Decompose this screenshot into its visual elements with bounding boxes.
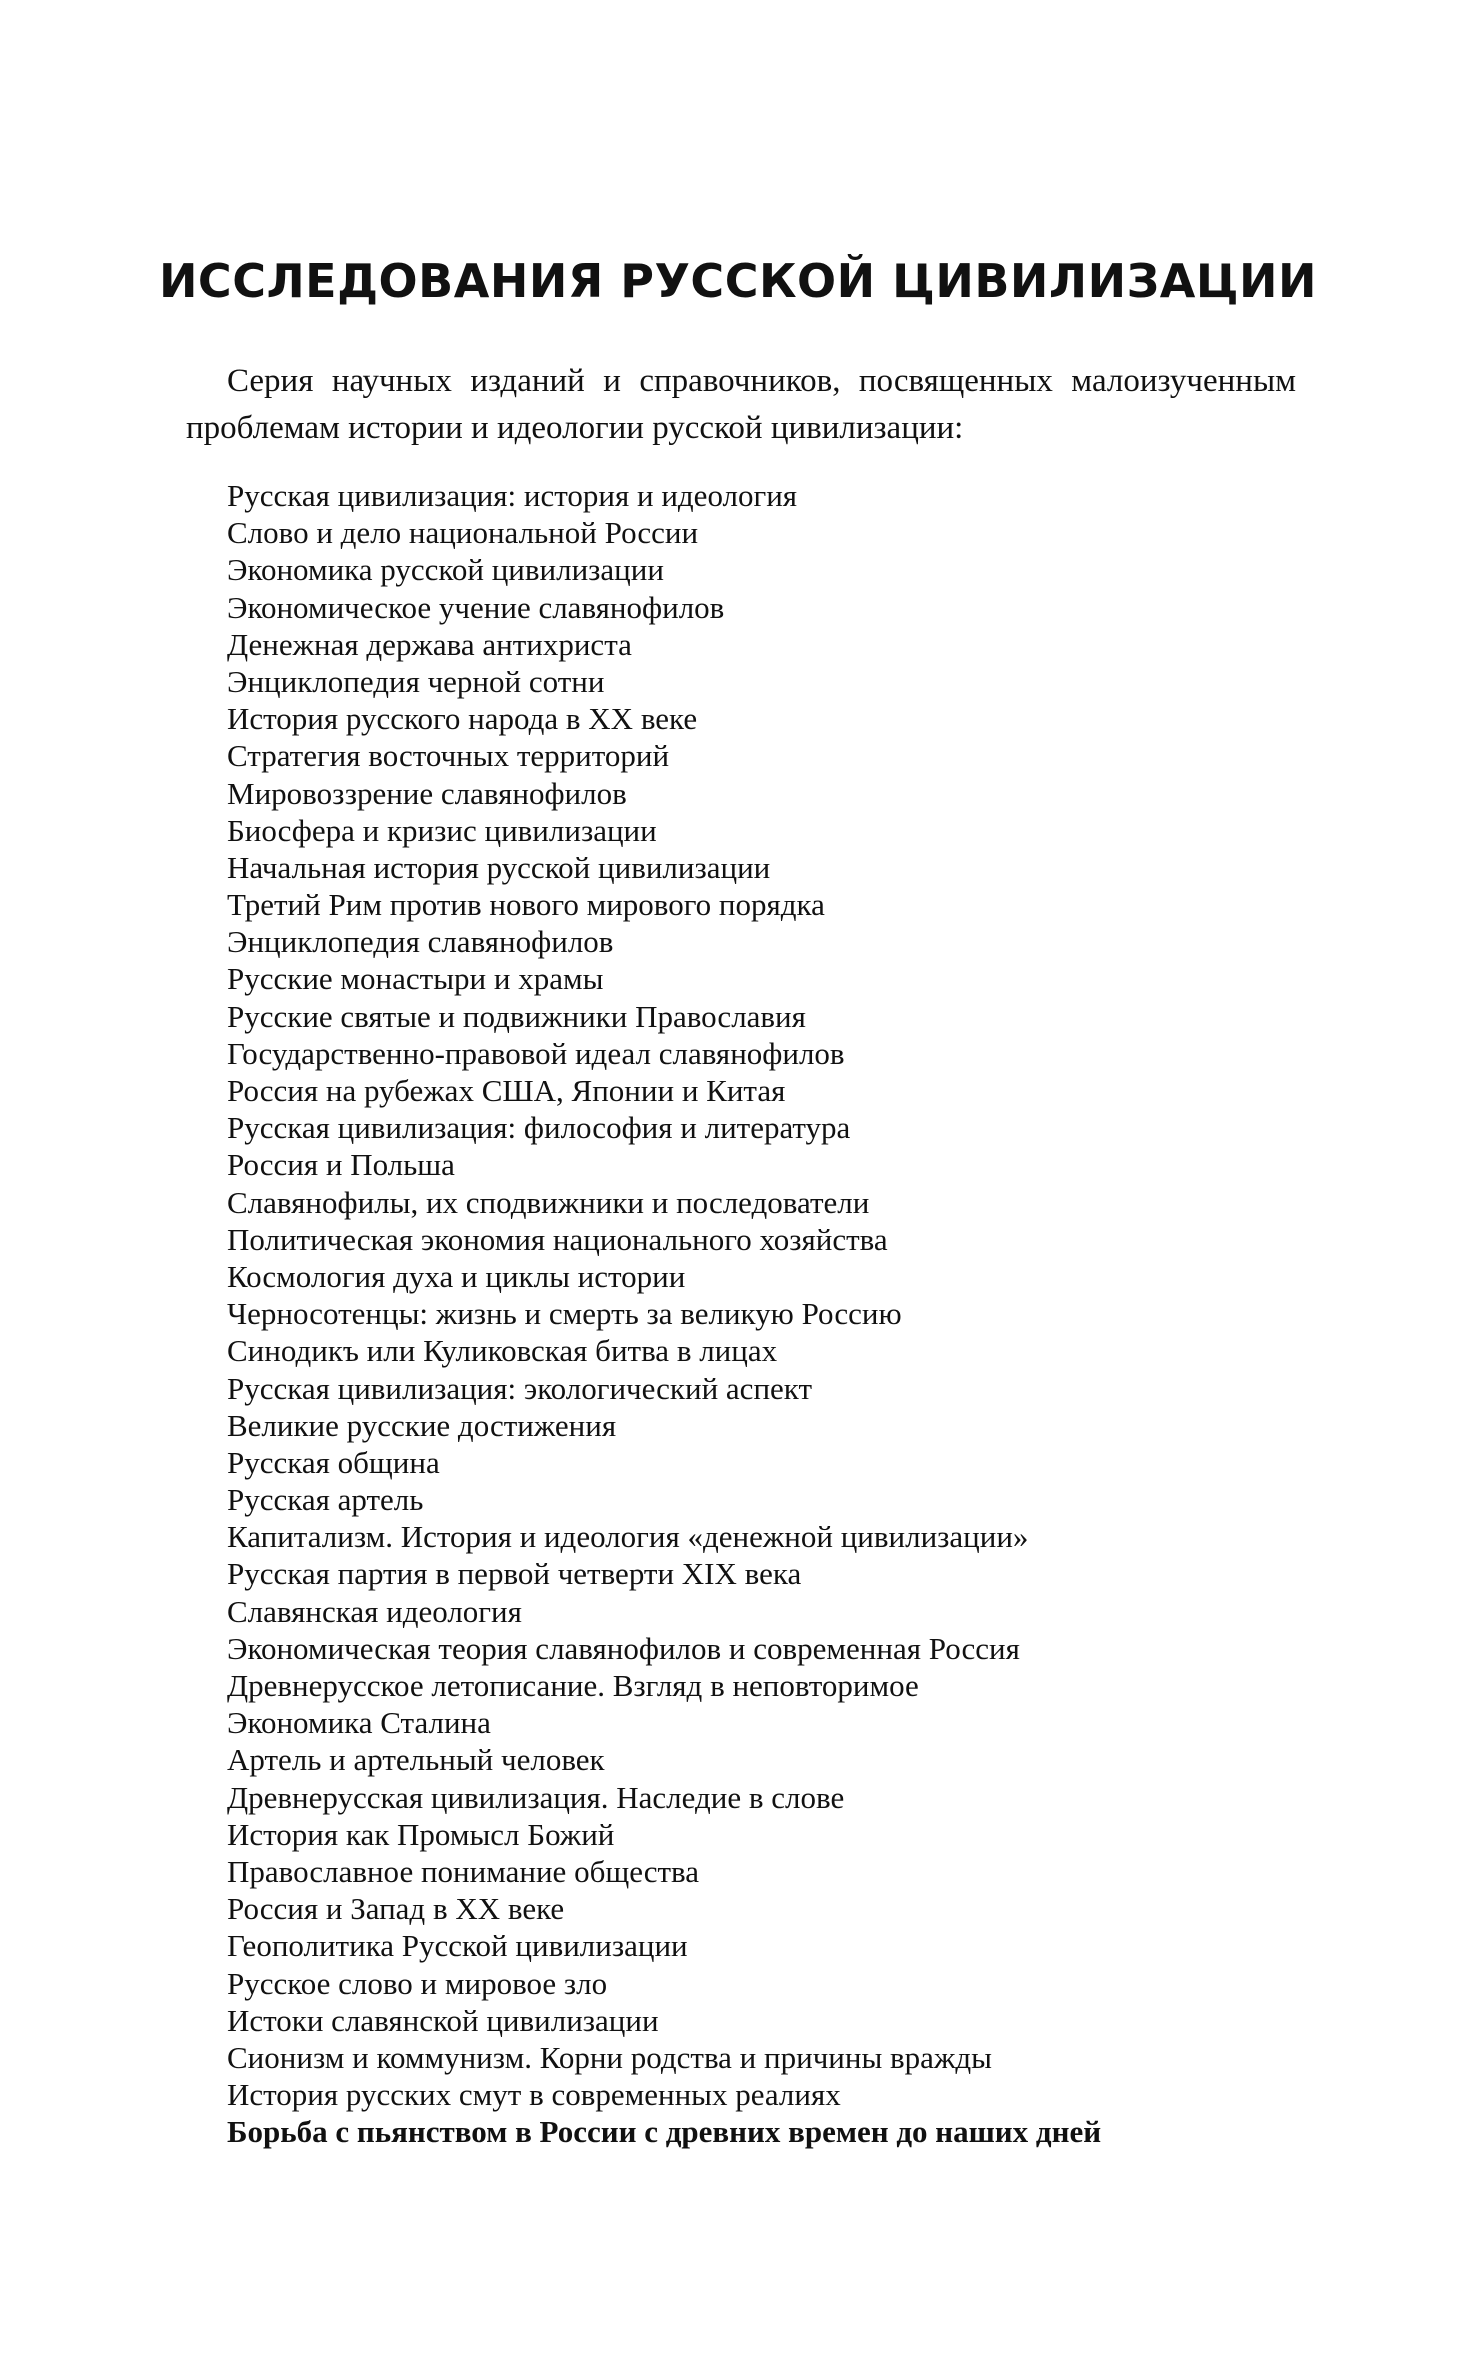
list-item: Синодикъ или Куликовская битва в лицах bbox=[227, 1333, 778, 1369]
list-item: Россия и Польша bbox=[227, 1147, 455, 1183]
list-item: Русская цивилизация: история и идеология bbox=[227, 478, 798, 513]
list-item: Россия на рубежах США, Японии и Китая bbox=[227, 1073, 786, 1108]
list-item: Слово и дело национальной России bbox=[227, 515, 699, 551]
list-item: Денежная держава антихриста bbox=[227, 626, 632, 662]
list-item: Черносотенцы: жизнь и смерть за великую Россию bbox=[227, 1296, 902, 1332]
list-item: Энциклопедия славянофилов bbox=[227, 924, 614, 960]
series-description: Серия научных изданий и справочников, посвященных малоизученным проблемам истории и идеологии русской цивилизации: bbox=[186, 363, 1296, 446]
series-title: ИССЛЕДОВАНИЯ РУССКОЙ ЦИВИЛИЗАЦИИ bbox=[158, 254, 1318, 308]
list-item: Русские монастыри и храмы bbox=[227, 961, 604, 997]
list-item: Славянофилы, их сподвижники и последователи bbox=[227, 1184, 870, 1220]
list-item: Истоки славянской цивилизации bbox=[227, 2002, 659, 2038]
list-item: Экономика русской цивилизации bbox=[227, 552, 664, 588]
list-item: Русская община bbox=[227, 1444, 440, 1480]
list-item: Государственно-правовой идеал славянофилов bbox=[227, 1035, 845, 1071]
list-item: Древнерусская цивилизация. Наследие в слове bbox=[227, 1779, 845, 1815]
list-item: Православное понимание общества bbox=[227, 1853, 700, 1889]
list-item: Русская цивилизация: философия и литература bbox=[227, 1110, 851, 1146]
list-item: Биосфера и кризис цивилизации bbox=[227, 812, 657, 848]
list-item: Россия и Запад в XX веке bbox=[227, 1891, 565, 1927]
list-item: Третий Рим против нового мирового порядка bbox=[227, 887, 825, 923]
list-item: Политическая экономия национального хозяйства bbox=[227, 1221, 888, 1257]
list-item: Древнерусское летописание. Взгляд в неповторимое bbox=[227, 1668, 919, 1703]
list-item: Экономическое учение славянофилов bbox=[227, 589, 725, 625]
list-item: Капитализм. История и идеология «денежной цивилизации» bbox=[227, 1519, 1029, 1555]
list-item: Геополитика Русской цивилизации bbox=[227, 1928, 688, 1964]
list-item: Стратегия восточных территорий bbox=[227, 738, 670, 774]
list-item: Русская артель bbox=[227, 1482, 424, 1518]
titles-list bbox=[227, 477, 1327, 2150]
list-item: Славянская идеология bbox=[227, 1593, 522, 1629]
list-item: Русская партия в первой четверти XIX века bbox=[227, 1556, 802, 1592]
list-item: Русская цивилизация: экологический аспект bbox=[227, 1370, 812, 1406]
list-item: История русского народа в XX веке bbox=[227, 701, 698, 737]
list-item: История как Промысл Божий bbox=[227, 1816, 615, 1852]
list-item: Артель и артельный человек bbox=[227, 1742, 605, 1778]
list-item: Космология духа и циклы истории bbox=[227, 1258, 686, 1294]
list-item: Русское слово и мировое зло bbox=[227, 1965, 608, 2001]
highlighted-list-item: Борьба с пьянством в России с древних времен до наших дней bbox=[227, 2114, 1102, 2150]
list-item: Русские святые и подвижники Православия bbox=[227, 998, 806, 1034]
list-item: Сионизм и коммунизм. Корни родства и причины вражды bbox=[227, 2039, 992, 2075]
list-item: Великие русские достижения bbox=[227, 1407, 617, 1443]
list-item: Начальная история русской цивилизации bbox=[227, 849, 771, 885]
list-item: Экономическая теория славянофилов и современная Россия bbox=[227, 1630, 1020, 1666]
list-item: Экономика Сталина bbox=[227, 1705, 491, 1741]
list-item: История русских смут в современных реалиях bbox=[227, 2077, 841, 2113]
list-item: Энциклопедия черной сотни bbox=[227, 663, 605, 699]
list-item: Мировоззрение славянофилов bbox=[227, 775, 627, 811]
